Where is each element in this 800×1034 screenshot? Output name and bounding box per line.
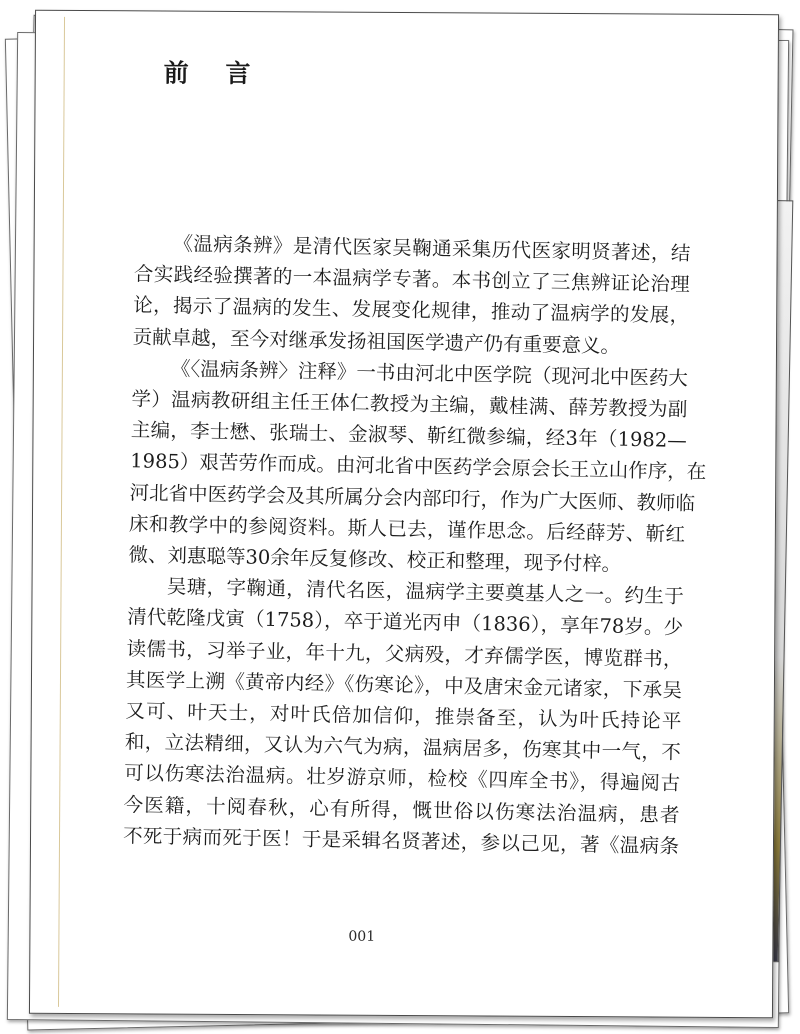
text-line: 今医籍，十阅春秋，心有所得，慨世俗以伤寒法治温病，患者 xyxy=(123,792,680,827)
preface-page xyxy=(29,10,779,1019)
text-line: 读儒书，习举子业，年十九，父病殁，才弃儒学医，博览群书， xyxy=(126,636,683,671)
text-line: 其医学上溯《黄帝内经》《伤寒论》，中及唐宋金元诸家，下承吴 xyxy=(125,668,683,702)
text-line: 《温病条辨》是清代医家吴鞠通采集历代医家明贤著述，结 xyxy=(173,232,691,266)
preface-body-text xyxy=(122,227,707,862)
text-line: 河北省中医药学会及其所属分会内部印行，作为广大医师、教师临 xyxy=(129,480,696,515)
text-line: 和，立法精细，又认为六气为病，温病居多，伤寒其中一气，不 xyxy=(124,730,681,765)
text-line: 学）温病教研组主任王体仁教授为主编，戴桂满、薛芳教授为副 xyxy=(131,387,688,422)
text-line: 合实践经验撰著的一本温病学专著。本书创立了三焦辨证论治理 xyxy=(133,262,690,297)
page-gutter-line xyxy=(58,17,65,1007)
text-line: 主编，李士懋、张瑞士、金淑琴、靳红微参编，经3年（1982— xyxy=(130,418,687,453)
text-line: 不死于病而死于医！于是采辑名贤著述，参以己见，著《温病条 xyxy=(122,824,680,858)
page-number: 001 xyxy=(348,928,376,945)
text-line: 论，揭示了温病的发生、发展变化规律，推动了温病学的发展， xyxy=(133,293,690,328)
text-line: 床和教学中的参阅资料。斯人已去，谨作思念。后经薛芳、靳红 xyxy=(128,512,686,546)
text-line: 《〈温病条辨〉注释》一书由河北中医学院（现河北中医药大 xyxy=(170,356,689,390)
text-line: 微、刘惠聪等30余年反复修改、校正和整理，现予付梓。 xyxy=(128,543,622,576)
text-line: 贡献卓越，至今对继承发扬祖国医学遗产仍有重要意义。 xyxy=(132,324,621,358)
text-line: 又可、叶天士，对叶氏倍加信仰，推崇备至，认为叶氏持论平 xyxy=(125,699,682,733)
page-heading: 前 言 xyxy=(163,58,265,89)
text-line: 清代乾隆戊寅（1758），卒于道光丙申（1836），享年78岁。少 xyxy=(127,605,684,640)
text-line: 可以伤寒法治温病。壮岁游京师，检校《四库全书》，得遍阅古 xyxy=(124,761,681,796)
text-line: 吴瑭，字鞠通，清代名医，温病学主要奠基人之一。约生于 xyxy=(166,575,684,609)
text-line: 1985）艰苦劳作而成。由河北省中医药学会原会长王立山作序，在 xyxy=(130,449,707,484)
